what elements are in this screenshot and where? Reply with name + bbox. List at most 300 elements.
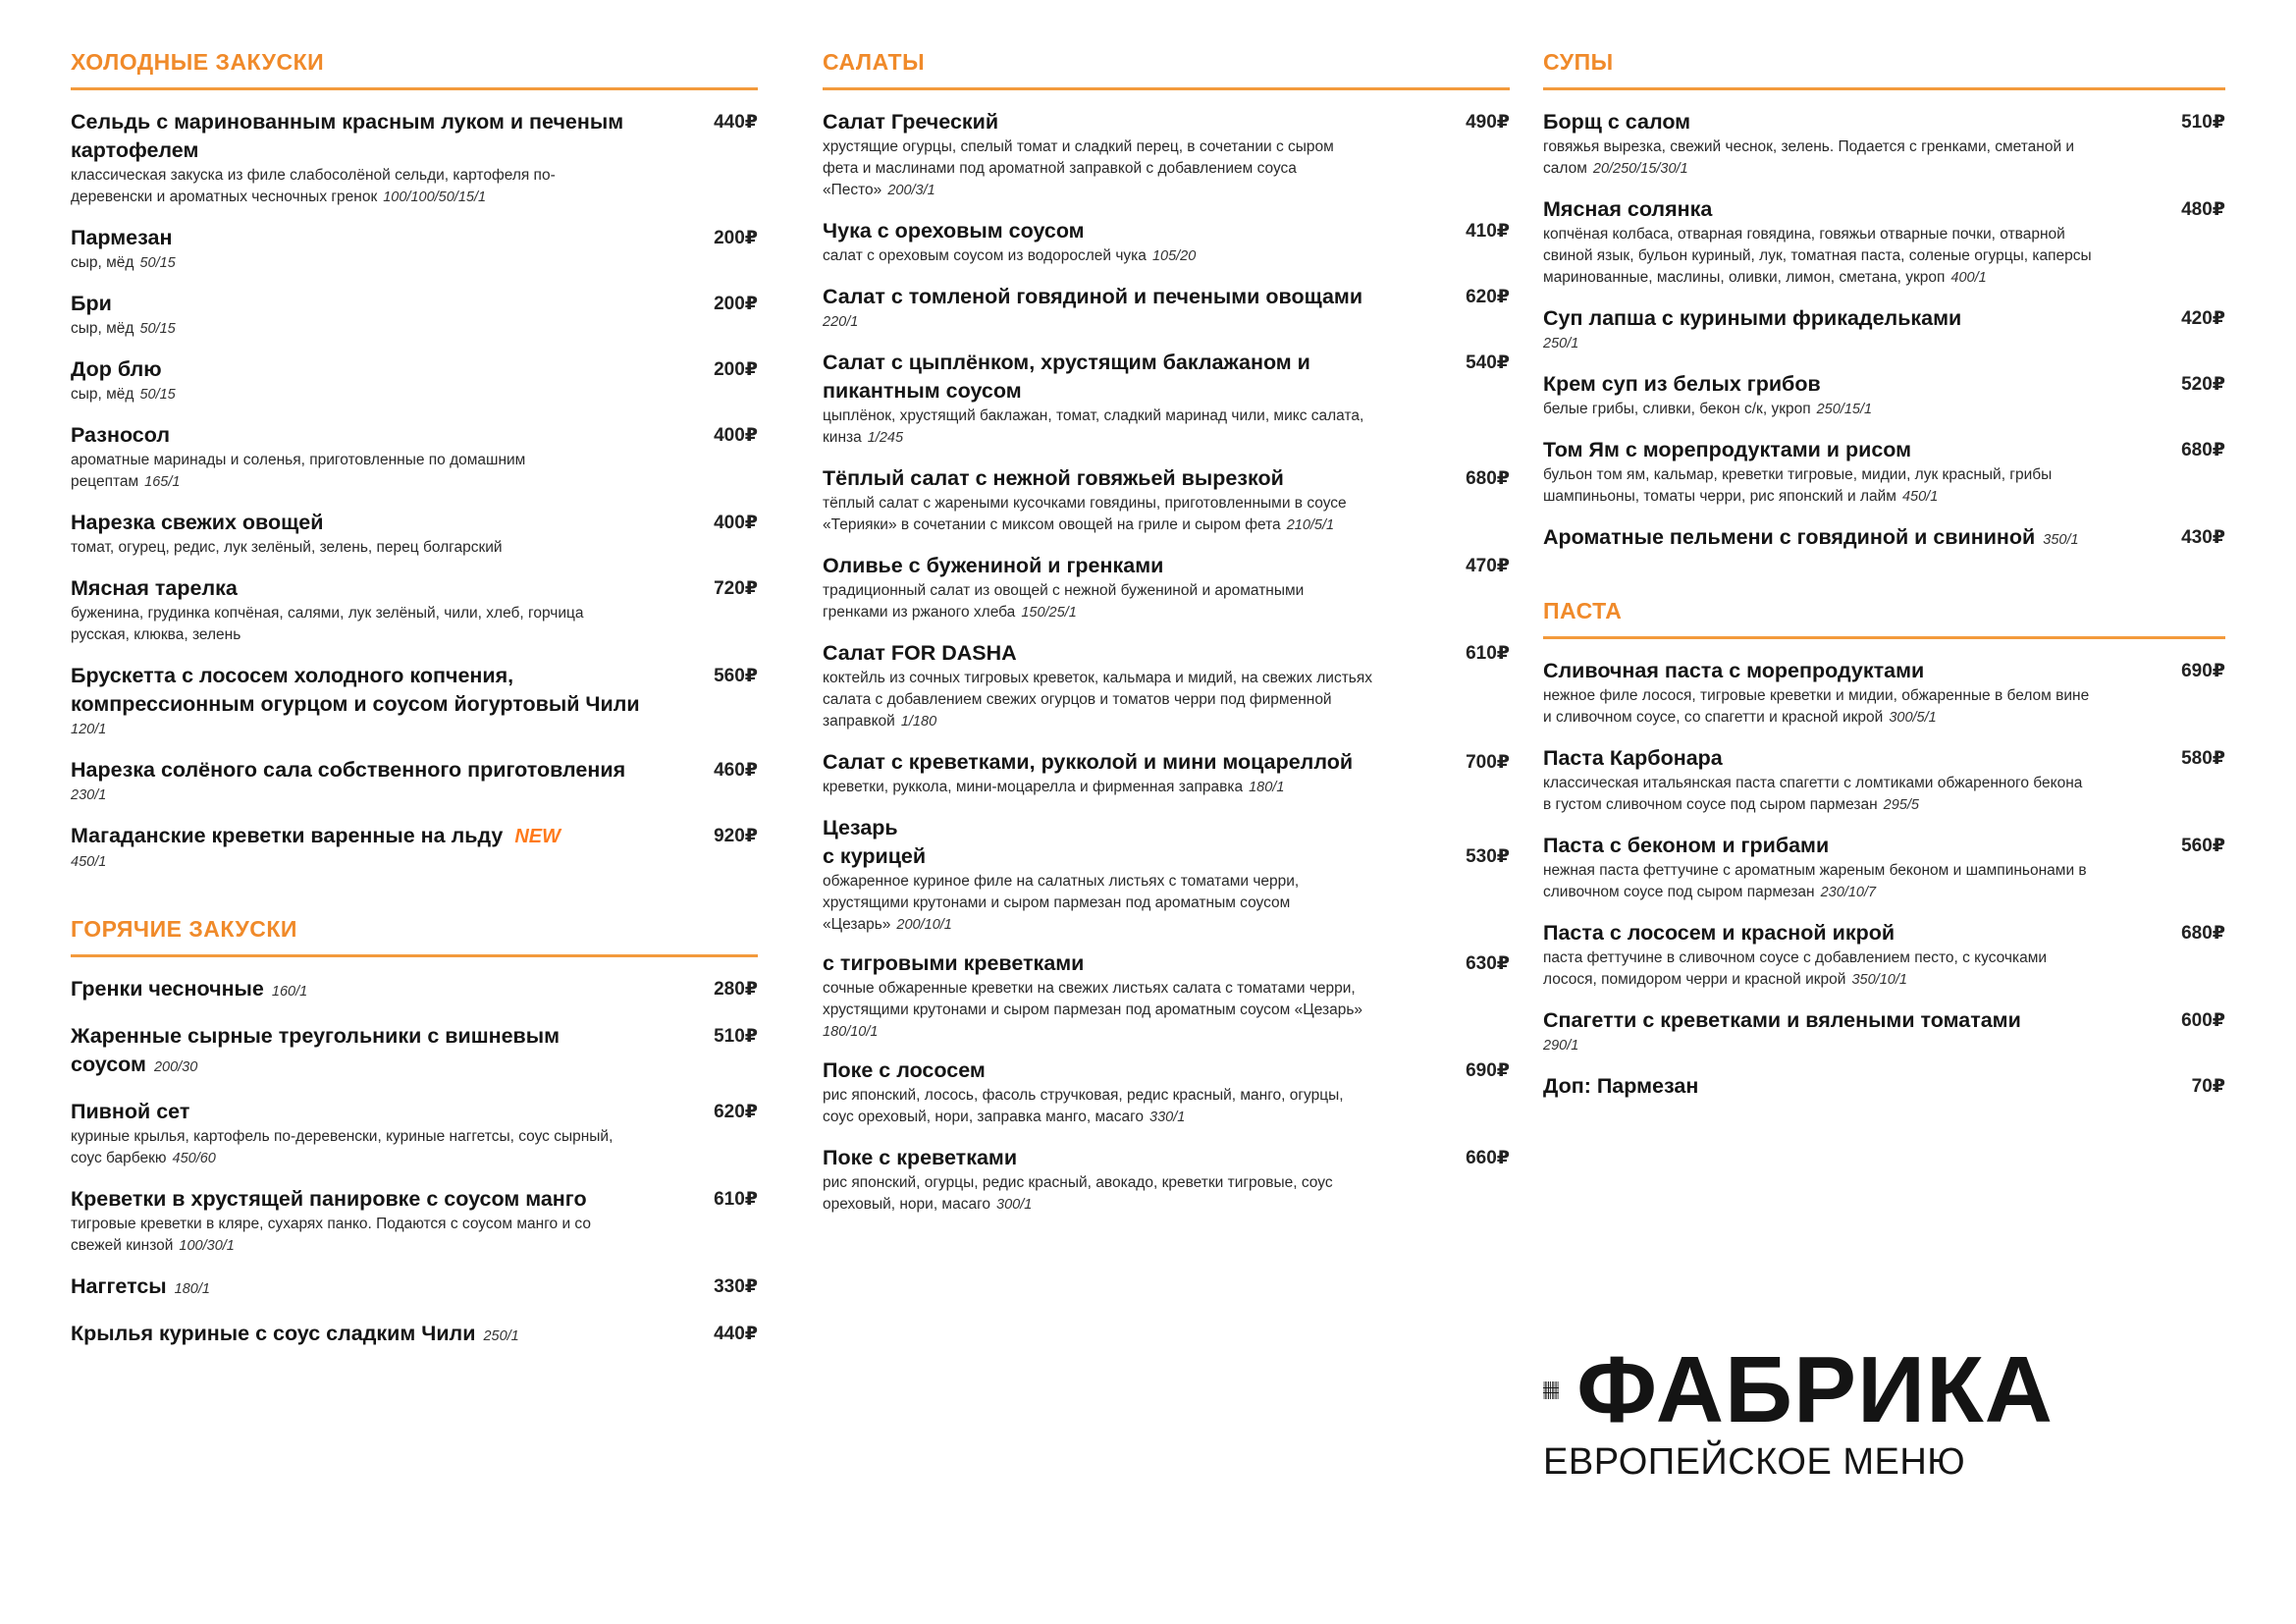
menu-item-head — [71, 975, 758, 1006]
menu-item — [71, 1320, 758, 1351]
menu-item — [823, 464, 1510, 536]
menu-item-head — [823, 217, 1510, 245]
menu-item — [71, 756, 758, 806]
menu-item-price: 690₽ — [2181, 661, 2225, 681]
menu-item — [823, 1056, 1510, 1128]
menu-item-name-text: Салат с креветками, рукколой и мини моцареллой — [823, 750, 1354, 774]
menu-item-price: 680₽ — [2181, 923, 2225, 944]
menu-item-name-text: Гренки чесночные — [71, 977, 264, 1001]
menu-item-description — [823, 1085, 1372, 1128]
menu-item — [1543, 108, 2225, 180]
menu-item-head — [823, 842, 1510, 871]
menu-item-description-text: классическая закуска из филе слабосолёной сельди, картофеля по-деревенски и ароматных чесночных гренок — [71, 167, 556, 205]
menu-item-list — [1543, 108, 2225, 555]
menu-item — [71, 355, 758, 406]
menu-item-name-text: Суп лапша с куриными фрикадельками — [1543, 306, 1962, 330]
menu-item-name-text: Магаданские креветки варенные на льду — [71, 824, 504, 847]
menu-item — [1543, 1006, 2225, 1056]
menu-item-head — [71, 224, 758, 252]
menu-item-portion: 330/1 — [1149, 1110, 1186, 1125]
menu-item-description — [1543, 399, 2093, 420]
menu-item-description-text: белые грибы, сливки, бекон с/к, укроп — [1543, 401, 1811, 417]
menu-item-name — [823, 108, 998, 136]
menu-item-description — [71, 384, 620, 406]
menu-item-portion: 295/5 — [1883, 797, 1919, 813]
menu-item-name-text: Салат FOR DASHA — [823, 641, 1017, 665]
menu-item-name-text: Нарезка солёного сала собственного приготовления — [71, 758, 626, 782]
menu-item-name-text: Паста с лососем и красной икрой — [1543, 921, 1896, 945]
menu-item-name — [1543, 657, 1924, 685]
menu-item-name-text: Наггетсы — [71, 1274, 167, 1298]
menu-item-description — [71, 252, 620, 274]
menu-item-name-text: Пивной сет — [71, 1100, 190, 1123]
menu-item — [823, 283, 1510, 333]
menu-item-description — [71, 1214, 620, 1257]
menu-item-name-text: Салат Греческий — [823, 110, 999, 134]
menu-item-name-text: Крем суп из белых грибов — [1543, 372, 1821, 396]
menu-item-portion: 160/1 — [271, 984, 308, 1000]
menu-item-description-text: коктейль из сочных тигровых креветок, кальмара и мидий, на свежих листьях салата с добавлением свежих огурцов и томатов черри под фирменной заправкой — [823, 670, 1373, 730]
menu-item-name-text: Мясная солянка — [1543, 197, 1713, 221]
menu-item-name-text: Салат с цыплёнком, хрустящим баклажаном и пикантным соусом — [823, 351, 1310, 403]
menu-item-price: 610₽ — [1466, 643, 1510, 664]
menu-item-head — [1543, 1072, 2225, 1101]
menu-item-head — [71, 822, 758, 851]
menu-item-price: 700₽ — [1466, 752, 1510, 773]
menu-item-list — [71, 975, 758, 1351]
menu-item — [823, 949, 1510, 1043]
section-title: САЛАТЫ — [823, 49, 1510, 90]
menu-item — [1543, 657, 2225, 729]
menu-item-head — [823, 349, 1510, 406]
menu-item-price: 680₽ — [2181, 440, 2225, 460]
menu-item-description — [71, 603, 620, 646]
menu-item-head — [71, 1022, 758, 1082]
menu-item-description — [823, 871, 1372, 936]
menu-item-name — [71, 509, 323, 537]
menu-item-name-text: Спагетти с креветками и вялеными томатами — [1543, 1008, 2021, 1032]
menu-item-portion: 100/100/50/15/1 — [383, 189, 487, 205]
menu-item-portion: 120/1 — [71, 722, 107, 737]
menu-item-price: 470₽ — [1466, 556, 1510, 576]
menu-item-price: 680₽ — [1466, 468, 1510, 489]
menu-item-price: 510₽ — [2181, 112, 2225, 133]
menu-item-description — [823, 406, 1372, 449]
menu-item — [71, 290, 758, 340]
menu-item-head — [71, 509, 758, 537]
menu-item-description — [1543, 464, 2093, 508]
menu-item-description-text: хрустящие огурцы, спелый томат и сладкий перец, в сочетании с сыром фета и маслинами под ароматной заправкой с добавлением соуса «Песто» — [823, 138, 1334, 198]
brand-row — [1543, 1337, 2054, 1442]
menu-item-group — [823, 814, 1510, 1043]
menu-item-name — [71, 224, 172, 252]
menu-section — [71, 49, 758, 873]
menu-item-description-text: обжаренное куриное филе на салатных листьях с томатами черри, хрустящими крутонами и сыром пармезан под ароматным соусом «Цезарь» — [823, 873, 1300, 933]
menu-item-name — [1543, 304, 1961, 333]
menu-item-price: 420₽ — [2181, 308, 2225, 329]
menu-item-portion: 180/10/1 — [823, 1024, 879, 1040]
menu-item-portion: 400/1 — [1950, 270, 1987, 286]
menu-item-portion: 350/1 — [2043, 532, 2079, 548]
menu-item-portion: 220/1 — [823, 314, 859, 330]
menu-item-name-text: Борщ с салом — [1543, 110, 1691, 134]
menu-item — [71, 108, 758, 208]
menu-item-price: 400₽ — [714, 513, 758, 533]
menu-item-name — [71, 975, 307, 1006]
menu-item — [71, 975, 758, 1006]
menu-item-description-text: томат, огурец, редис, лук зелёный, зелень, перец болгарский — [71, 539, 503, 556]
menu-item-description — [1543, 773, 2093, 816]
menu-item-head — [823, 1144, 1510, 1172]
menu-item-price: 490₽ — [1466, 112, 1510, 133]
menu-item — [71, 1185, 758, 1257]
menu-item-description — [1543, 224, 2093, 289]
menu-item-head — [71, 355, 758, 384]
menu-item — [823, 349, 1510, 449]
menu-item — [71, 1272, 758, 1304]
menu-item-description — [71, 450, 620, 493]
menu-item-name — [823, 552, 1163, 580]
menu-item-description — [823, 136, 1372, 201]
menu-item-name-text: Пармезан — [71, 226, 173, 249]
menu-item-name — [823, 1056, 986, 1085]
menu-item-name-text: Салат с томленой говядиной и печеными овощами — [823, 285, 1363, 308]
menu-item — [823, 1144, 1510, 1216]
menu-item-description-text: говяжья вырезка, свежий чеснок, зелень. Подается с гренками, сметаной и салом — [1543, 138, 2075, 177]
menu-item-price: 600₽ — [2181, 1010, 2225, 1031]
menu-item-name-text: Дор блю — [71, 357, 162, 381]
menu-item-description-text: паста феттучине в сливочном соусе с добавлением песто, с кусочками лосося, помидором черри и красной икрой — [1543, 949, 2048, 988]
menu-item — [823, 748, 1510, 798]
menu-item-description-text: рис японский, огурцы, редис красный, авокадо, креветки тигровые, соус ореховый, нори, масаго — [823, 1174, 1333, 1213]
menu-item-description-text: бульон том ям, кальмар, креветки тигровые, мидии, лук красный, грибы шампиньоны, томаты черри, рис японский и лайм — [1543, 466, 2053, 505]
menu-item-head — [1543, 1006, 2225, 1035]
menu-item-portion: 150/25/1 — [1021, 605, 1077, 621]
menu-item-description — [823, 1172, 1372, 1216]
menu-item-price: 690₽ — [1466, 1060, 1510, 1081]
menu-item-head — [823, 1056, 1510, 1085]
menu-item-name-text: с курицей — [823, 844, 927, 868]
menu-item-portion: 300/5/1 — [1889, 710, 1937, 726]
menu-item-name — [1543, 108, 1690, 136]
menu-item-portion: 1/245 — [867, 430, 904, 446]
menu-item-name — [823, 639, 1017, 668]
menu-item-price: 620₽ — [1466, 287, 1510, 307]
menu-item-price: 630₽ — [1466, 953, 1510, 974]
menu-item-description-text: салат с ореховым соусом из водорослей чука — [823, 247, 1147, 264]
menu-item-head — [823, 949, 1510, 978]
menu-item-portion: 180/1 — [174, 1281, 210, 1297]
menu-item-head — [71, 1185, 758, 1214]
menu-item-head — [823, 552, 1510, 580]
menu-item — [1543, 919, 2225, 991]
section-title: СУПЫ — [1543, 49, 2225, 90]
menu-item-description — [71, 318, 620, 340]
menu-item-name-text: Ароматные пельмени с говядиной и свининой — [1543, 525, 2036, 549]
menu-item-name-text: Доп: Пармезан — [1543, 1074, 1699, 1098]
menu-item-description — [823, 668, 1372, 732]
menu-item-head — [71, 574, 758, 603]
menu-item-name — [823, 1144, 1017, 1172]
menu-item-name — [1543, 195, 1712, 224]
menu-item-price: 200₽ — [714, 359, 758, 380]
cutlery-icon — [1543, 1348, 1559, 1433]
menu-item — [823, 639, 1510, 732]
menu-item-name-text: Поке с креветками — [823, 1146, 1018, 1169]
menu-item-head — [1543, 370, 2225, 399]
menu-item-description — [71, 1126, 620, 1169]
brand-block — [1543, 1337, 2054, 1485]
menu-item-name — [71, 1022, 660, 1082]
menu-item-description-text: ароматные маринады и соленья, приготовленные по домашним рецептам — [71, 452, 526, 490]
menu-item-description — [1543, 685, 2093, 729]
menu-item-price: 510₽ — [714, 1026, 758, 1047]
menu-item-portion: 1/180 — [900, 714, 937, 730]
menu-item-portion: 230/1 — [71, 787, 107, 803]
menu-item-description-text: цыплёнок, хрустящий баклажан, томат, сладкий маринад чили, микс салата, кинза — [823, 407, 1364, 446]
menu-item-price: 520₽ — [2181, 374, 2225, 395]
menu-item-description-text: сыр, мёд — [71, 320, 134, 337]
menu-item-list — [1543, 657, 2225, 1101]
menu-item-head — [71, 421, 758, 450]
menu-item-name — [71, 1185, 587, 1214]
menu-item-head — [1543, 919, 2225, 947]
menu-item-head — [1543, 744, 2225, 773]
menu-item — [71, 421, 758, 493]
menu-item-head — [823, 464, 1510, 493]
menu-item-name — [1543, 832, 1829, 860]
menu-item-description — [71, 537, 620, 559]
menu-item-description-text: классическая итальянская паста спагетти с ломтиками обжаренного бекона в густом сливочном соусе под сыром пармезан — [1543, 775, 2083, 813]
menu-item-description-text: буженина, грудинка копчёная, салями, лук зелёный, чили, хлеб, горчица русская, клюква, зелень — [71, 605, 584, 643]
menu-item-price: 200₽ — [714, 294, 758, 314]
menu-item-name — [71, 822, 561, 851]
menu-item-name-text: Разносол — [71, 423, 171, 447]
menu-item-name — [71, 574, 238, 603]
menu-item-name — [1543, 919, 1895, 947]
menu-item-portion: 230/10/7 — [1820, 885, 1877, 900]
menu-item-name-text: Паста с беконом и грибами — [1543, 834, 1830, 857]
menu-item-portion: 105/20 — [1151, 248, 1197, 264]
menu-item-price: 330₽ — [714, 1276, 758, 1297]
menu-column-1 — [71, 49, 758, 1367]
menu-item-name-text: Тёплый салат с нежной говяжьей вырезкой — [823, 466, 1284, 490]
menu-item-head — [71, 1098, 758, 1126]
menu-item-portion: 200/30 — [153, 1059, 198, 1075]
menu-item-head — [1543, 195, 2225, 224]
menu-item-name-text: Нарезка свежих овощей — [71, 511, 324, 534]
menu-item-description-text: традиционный салат из овощей с нежной бужениной и ароматными гренками из ржаного хлеба — [823, 582, 1305, 621]
menu-item-head — [823, 748, 1510, 777]
menu-item-price: 530₽ — [1466, 846, 1510, 867]
menu-item-description — [823, 493, 1372, 536]
menu-item-description-text: сыр, мёд — [71, 386, 134, 403]
menu-item — [823, 552, 1510, 623]
menu-item-description-text: тигровые креветки в кляре, сухарях панко. Подаются с соусом манго и со свежей кинзой — [71, 1216, 591, 1254]
menu-item-name — [1543, 436, 1911, 464]
section-title: ХОЛОДНЫЕ ЗАКУСКИ — [71, 49, 758, 90]
menu-item-head — [71, 1320, 758, 1351]
menu-item-price: 70₽ — [2191, 1076, 2225, 1097]
menu-item-portion: 450/1 — [71, 854, 107, 870]
menu-item-portion: 290/1 — [1543, 1038, 1579, 1054]
menu-item-name-text: Поке с лососем — [823, 1058, 986, 1082]
menu-item-description — [71, 165, 620, 208]
menu-item-description — [823, 245, 1372, 267]
menu-item-portion: 50/15 — [139, 321, 176, 337]
menu-item-name — [71, 355, 162, 384]
menu-item — [823, 108, 1510, 201]
menu-item-price: 720₽ — [714, 578, 758, 599]
menu-item-price: 410₽ — [1466, 221, 1510, 242]
menu-item — [1543, 1072, 2225, 1101]
menu-item-head — [1543, 657, 2225, 685]
menu-item-name — [71, 421, 170, 450]
menu-item-portion: 180/1 — [1249, 780, 1285, 795]
menu-item-name — [823, 842, 926, 871]
menu-item-price: 660₽ — [1466, 1148, 1510, 1168]
brand-name: ФАБРИКА — [1576, 1337, 2054, 1442]
menu-item-price: 620₽ — [714, 1102, 758, 1122]
menu-item-name — [1543, 370, 1821, 399]
menu-item-name — [71, 662, 660, 719]
menu-item-name-text: Сельдь с маринованным красным луком и печеным картофелем — [71, 110, 624, 162]
menu-item-price: 440₽ — [714, 1324, 758, 1344]
menu-item — [71, 662, 758, 740]
menu-item-name — [823, 464, 1284, 493]
menu-item-portion: 250/1 — [1543, 336, 1579, 352]
menu-item-name — [71, 1272, 210, 1304]
menu-item-description-text: сыр, мёд — [71, 254, 134, 271]
menu-item-description-text: креветки, руккола, мини-моцарелла и фирменная заправка — [823, 779, 1244, 795]
menu-item-name — [71, 756, 625, 785]
menu-item-description-text: копчёная колбаса, отварная говядина, говяжьи отварные почки, отварной свиной язык, бульон куриный, лук, томатная паста, соленые огурцы, каперсы маринованные, маслины, оливки, лимон, сметана, укроп — [1543, 226, 2092, 286]
section-title: ГОРЯЧИЕ ЗАКУСКИ — [71, 916, 758, 957]
menu-item-portion: 350/10/1 — [1851, 972, 1907, 988]
menu-item-portion: 200/10/1 — [896, 917, 952, 933]
menu-item-price: 400₽ — [714, 425, 758, 446]
menu-section — [823, 49, 1510, 1216]
menu-item — [1543, 832, 2225, 903]
menu-item-name — [71, 1098, 189, 1126]
menu-section — [71, 916, 758, 1351]
menu-item-head — [823, 639, 1510, 668]
menu-item-name-text: Бри — [71, 292, 112, 315]
menu-item-name — [71, 1320, 519, 1351]
menu-item-portion: 210/5/1 — [1286, 517, 1335, 533]
menu-item-head — [823, 283, 1510, 311]
menu-item-description — [1543, 860, 2093, 903]
menu-item-portion: 450/1 — [1901, 489, 1939, 505]
menu-item-portion: 165/1 — [144, 474, 181, 490]
menu-item-portion: 200/3/1 — [887, 183, 935, 198]
menu-item-portion: 300/1 — [996, 1197, 1033, 1213]
menu-item-name-text: Крылья куриные с соус сладким Чили — [71, 1322, 476, 1345]
menu-item-name-text: Жаренные сырные треугольники с вишневым соусом — [71, 1024, 561, 1076]
menu-item-portion: 20/250/15/30/1 — [1592, 161, 1688, 177]
menu-item-description-text: куриные крылья, картофель по-деревенски, куриные наггетсы, соус сырный, соус барбекю — [71, 1128, 614, 1166]
menu-item-name-text: Оливье с бужениной и гренками — [823, 554, 1164, 577]
menu-item-price: 480₽ — [2181, 199, 2225, 220]
menu-item-description-text: сочные обжаренные креветки на свежих листьях салата с томатами черри, хрустящими крутонами и сыром пармезан под ароматным соусом «Цезарь» — [823, 980, 1363, 1018]
menu-item-portion: 250/15/1 — [1816, 402, 1873, 417]
menu-item-portion: 50/15 — [139, 255, 176, 271]
menu-item-name-text: Сливочная паста с морепродуктами — [1543, 659, 1925, 682]
menu-item — [1543, 304, 2225, 354]
menu-item-portion: 50/15 — [139, 387, 176, 403]
menu-item-price: 560₽ — [2181, 836, 2225, 856]
menu-item-head — [1543, 523, 2225, 555]
menu-item-name-text: Том Ям с морепродуктами и рисом — [1543, 438, 1912, 461]
menu-item — [71, 574, 758, 646]
menu-item — [823, 842, 1510, 936]
section-title: ПАСТА — [1543, 598, 2225, 639]
menu-item-name — [1543, 1006, 2021, 1035]
menu-item-price: 430₽ — [2181, 527, 2225, 548]
menu-item-price: 540₽ — [1466, 352, 1510, 373]
menu-item-head — [71, 756, 758, 785]
menu-item-name — [823, 283, 1362, 311]
menu-item-head — [1543, 108, 2225, 136]
menu-item-name — [71, 290, 112, 318]
menu-item-name — [823, 748, 1353, 777]
menu-item-head — [1543, 436, 2225, 464]
menu-item-head — [71, 662, 758, 719]
menu-item-price: 460₽ — [714, 760, 758, 781]
menu-item-name-text: Чука с ореховым соусом — [823, 219, 1085, 243]
menu-item-portion: 100/30/1 — [179, 1238, 235, 1254]
menu-item-price: 440₽ — [714, 112, 758, 133]
menu-item — [1543, 523, 2225, 555]
menu-item-name — [823, 949, 1084, 978]
menu-item-list — [71, 108, 758, 873]
menu-item — [71, 509, 758, 559]
menu-item-name-text: Креветки в хрустящей панировке с соусом манго — [71, 1187, 587, 1211]
menu-item-name-text: Мясная тарелка — [71, 576, 238, 600]
menu-section — [1543, 49, 2225, 555]
menu-item-portion: 250/1 — [483, 1328, 519, 1344]
menu-item-price: 610₽ — [714, 1189, 758, 1210]
menu-item-name — [1543, 523, 2079, 555]
menu-item — [71, 822, 758, 873]
menu-item-name — [71, 108, 660, 165]
menu-item-price: 200₽ — [714, 228, 758, 248]
menu-item — [1543, 370, 2225, 420]
menu-item-price: 920₽ — [714, 826, 758, 846]
menu-item-description — [1543, 947, 2093, 991]
menu-item — [1543, 436, 2225, 508]
menu-item-head — [1543, 832, 2225, 860]
menu-item-price: 280₽ — [714, 979, 758, 1000]
menu-item-name — [1543, 1072, 1698, 1101]
menu-item — [1543, 744, 2225, 816]
menu-item-name-text: Брускетта с лососем холодного копчения, компрессионным огурцом и соусом йогуртовый Чили — [71, 664, 640, 716]
menu-item-head — [71, 1272, 758, 1304]
menu-item — [71, 1022, 758, 1082]
menu-item-price: 560₽ — [714, 666, 758, 686]
brand-tagline: ЕВРОПЕЙСКОЕ МЕНЮ — [1543, 1441, 1966, 1483]
menu-item — [71, 1098, 758, 1169]
menu-item-description-text: нежная паста феттучине с ароматным жареным беконом и шампиньонами в сливочном соусе под сыром пармезан — [1543, 862, 2087, 900]
menu-item-head — [1543, 304, 2225, 333]
menu-item-name-text: с тигровыми креветками — [823, 951, 1085, 975]
menu-item-head — [823, 108, 1510, 136]
menu-item-description-text: тёплый салат с жареными кусочками говядины, приготовленными в соусе «Терияки» в сочетании с миксом овощей на гриле и сыром фета — [823, 495, 1347, 533]
menu-item-name-text: Паста Карбонара — [1543, 746, 1723, 770]
menu-item-description-text: рис японский, лосось, фасоль стручковая, редис красный, манго, огурцы, соус ореховый, нори, заправка манго, масаго — [823, 1087, 1344, 1125]
menu-item-name — [823, 217, 1085, 245]
menu-section — [1543, 598, 2225, 1101]
